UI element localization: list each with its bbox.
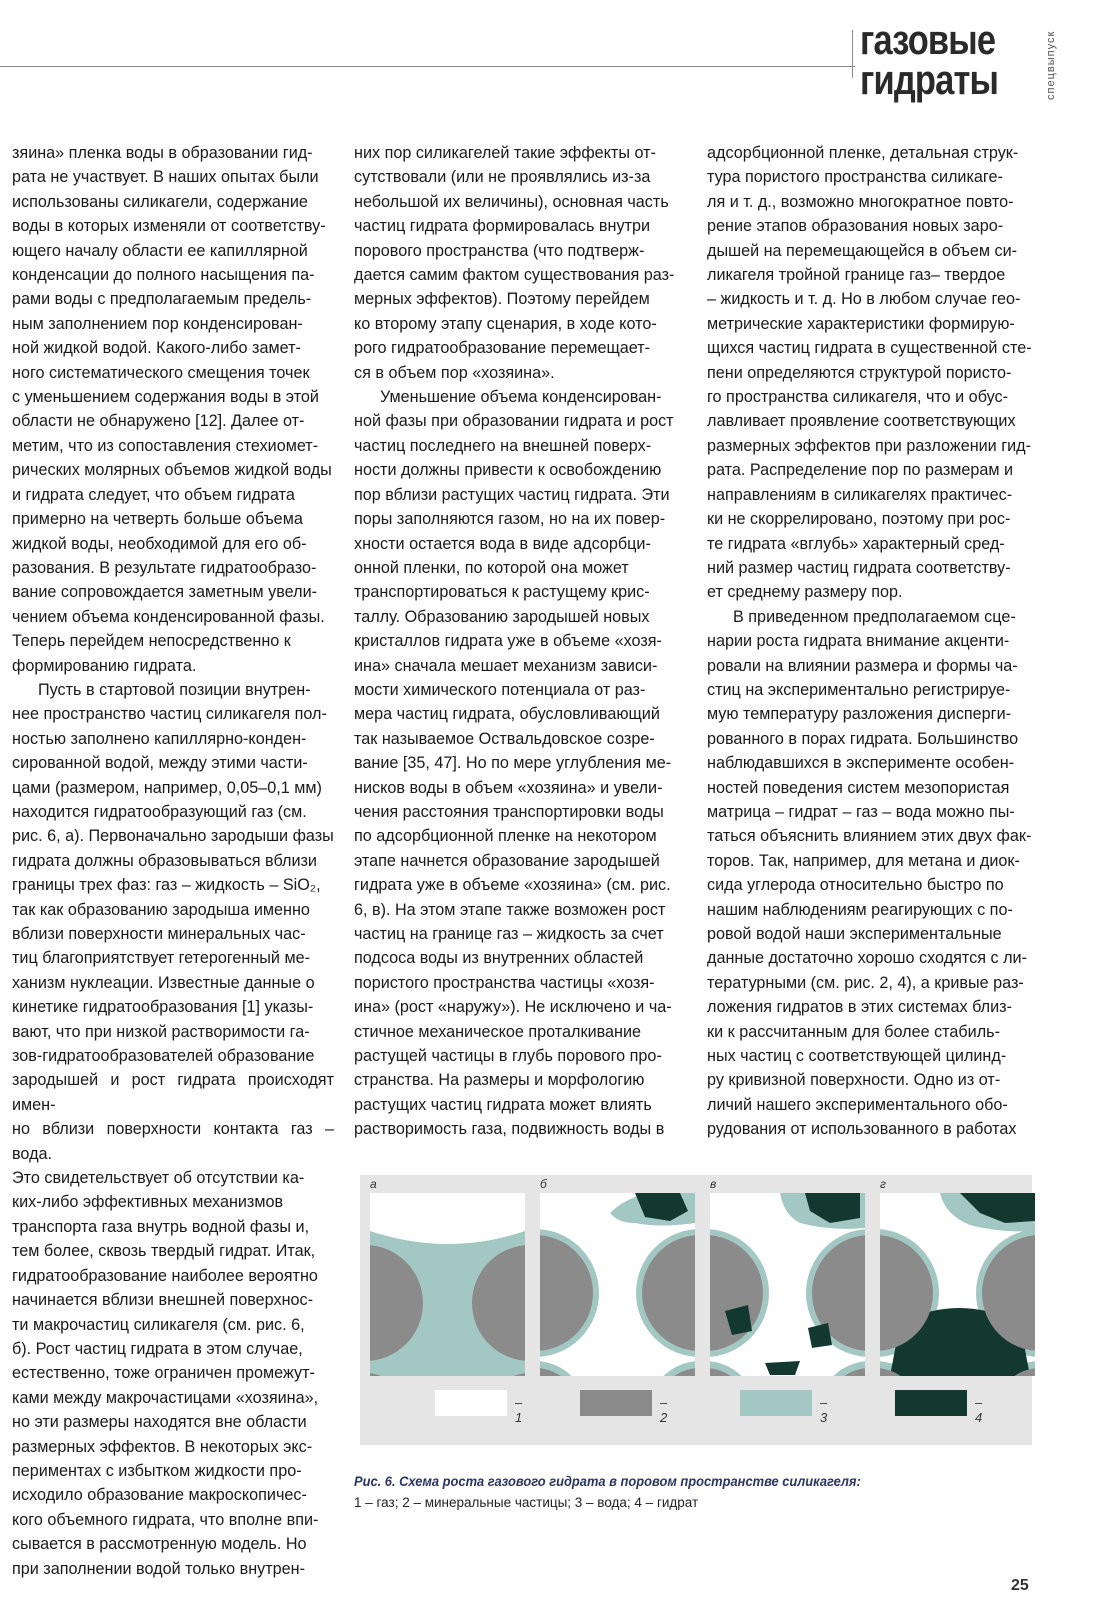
paragraph: Уменьшение объема конденсирован- ной фазы при образовании гидрата и рост частиц последнего на внешней поверх- ности должны привести к освобождению пор вблизи растущих частиц гидрата. Эти поры заполняются газом, но на их повер- хности остается вода в виде адсорбци- онной пленки, по которой она может транспортироваться к растущему крис- таллу. Образованию зародышей новых кристаллов гидрата уже в объеме «хозя- ина» сначала мешает механизм зависи- мости химического потенциала от раз- мера частиц гидрата, обусловливающий так называемое Оствальдовское созре- вание [35, 47]. Но по мере углубления ме- нисков воды в объем «хозяина» и увели- чения расстояния транспортировки воды по адсорбционной пленке на некотором этапе начнется образование зародышей гидрата уже в объеме «хозяина» (см. рис. 6, в). На этом этапе также возможен рост частиц на границе газ – жидкость за счет подсоса воды из внутренних областей пористого пространства частицы «хозя- ина» (рост «наружу»). Не исключено и ча- стичное механическое проталкивание растущей частицы в глубь порового про- странства. На размеры и морфологию растущих частиц гидрата может влиять растворимость газа, подвижность воды в xyxy=(354,388,674,1139)
special-issue-text: спецвыпуск xyxy=(1045,30,1057,100)
paragraph: В приведенном предполагаемом сце- нарии роста гидрата внимание акценти- ровали на влиянии размера и формы ча- стиц на экспериментально регистрируе- мую температуру разложения дисперги- рованного в порах гидрата. Большинство наблюдавшихся в эксперименте особен- ностей поведения систем мезопористая матрица – гидрат – газ – вода можно пы- таться объяснить влиянием этих двух фак- торов. Так, например, для метана и диок- сида углерода относительно быстро по нашим наблюдениям реагирующих с по- ровой водой наши экспериментальные данные достаточно хорошо сходятся с ли- тературными (см. рис. 2, 4), а кривые раз- ложения гидратов в этих системах близ- ки к рассчитанным для более стабиль- ных частиц с соответствующей цилинд- ру кривизной поверхности. Одно из от- личий нашего экспериментального обо- рудования от использованного в работах xyxy=(707,607,1032,1139)
figure-caption-legend: 1 – газ; 2 – минеральные частицы; 3 – вода; 4 – гидрат xyxy=(354,1495,699,1510)
paragraph: Пусть в стартовой позиции внутрен- нее пространство частиц силикагеля пол- ностью заполнено капиллярно-конден- сированной водой, между этими части- цами (размером, например, 0,05–0,1 мм) находится гидратообразующий газ (см. рис. 6, а). Первоначально зародыши фазы гидрата должны образовываться вблизи границы трех фаз: газ – жидкость – SiO₂, так как образованию зародыша именно вблизи поверхности минеральных час- тиц благоприятствует гетерогенный ме- ханизм нуклеации. Известные данные о кинетике гидратообразования [1] указы- вают, что при низкой растворимости га- зов-гидратообразователей образование зародышей и рост гидрата происходят имен- но вблизи поверхности контакта газ – вода. Это свидетельствует об отсутствии ка- ких-либо эффективных механизмов транспорта газа внутрь водной фазы и, тем более, сквозь твердый гидрат. Итак, гидратообразование наиболее вероятно начинается вблизи внешней поверхнос- ти макрочастиц силикагеля (см. рис. 6, б). Рост частиц гидрата в этом случае, естественно, тоже ограничен промежут- ками между макрочастицами «хозяина», но эти размеры находятся вне области размерных эффектов. В некоторых экс- периментах с избытком жидкости про- исходило образование макроскопичес- кого объемного гидрата, что вполне впи- сывается в рассмотренную модель. Но при заполнении водой только внутрен- xyxy=(12,680,334,1578)
text-column-3 xyxy=(707,141,1037,1142)
panel-b-diagram xyxy=(540,1193,695,1376)
figure-caption xyxy=(354,1473,1044,1510)
text-column-1 xyxy=(12,141,334,1581)
magazine-title-line1: газовые xyxy=(860,16,996,63)
text-column-2 xyxy=(354,141,676,1142)
panel-g-diagram xyxy=(880,1193,1035,1376)
panel-g xyxy=(880,1177,1035,1376)
figure-6 xyxy=(360,1175,1032,1445)
legend-swatch-gas xyxy=(435,1390,507,1416)
panel-b xyxy=(540,1177,695,1376)
legend-label: – 3 xyxy=(820,1395,828,1425)
legend-label: – 2 xyxy=(660,1395,668,1425)
legend-label: – 1 xyxy=(515,1395,523,1425)
page-number: 25 xyxy=(1011,1577,1029,1594)
panel-v-diagram xyxy=(710,1193,865,1376)
header-rule xyxy=(0,66,855,67)
paragraph: зяина» пленка воды в образовании гид- рата не участвует. В наших опытах были использованы силикагели, содержание воды в которых изменяли от соответству- ющего началу области ее капиллярной конденсации до полного насыщения па- рами воды с предполагаемым предель- ным заполнением пор конденсирован- ной жидкой водой. Какого-либо замет- ного систематического смещения точек с уменьшением содержания воды в этой области не обнаружено [12]. Далее от- метим, что из сопоставления стехиомет- рических молярных объемов жидкой воды и гидрата следует, что объем гидрата примерно на четверть больше объема жидкой воды, необходимой для его об- разования. В результате гидратообразо- вание сопровождается заметным увели- чением объема конденсированной фазы. Теперь перейдем непосредственно к формированию гидрата. xyxy=(12,144,332,675)
panel-label: б xyxy=(540,1177,547,1191)
legend-swatch-hydrate xyxy=(895,1390,967,1416)
panel-a-diagram xyxy=(370,1193,525,1376)
header-tick xyxy=(852,30,853,78)
special-issue-label xyxy=(1045,20,1063,100)
paragraph: адсорбционной пленке, детальная струк- тура пористого пространства силикаге- ля и т. д., возможно многократное повто- рение этапов образования новых заро- дышей на перемещающейся в объем си- ликагеля тройной границе газ– твердое – жидкость и т. д. Но в любом случае гео- метрические характеристики формирую- щихся частиц гидрата в существенной сте- пени определяются структурой пористо- го пространства силикагеля, что и обус- лавливает проявление соответствующих размерных эффектов при разложении гид- рата. Распределение пор по размерам и направлениям в силикагелях практичес- ки не скоррелировано, поэтому при рос- те гидрата «вглубь» характерный сред- ний размер частиц гидрата соответству- ет среднему размеру пор. xyxy=(707,144,1032,602)
panel-v xyxy=(710,1177,865,1376)
paragraph: них пор силикагелей такие эффекты от- сутствовали (или не проявлялись из-за небольшой их величины), основная часть частиц гидрата формировалась внутри порового пространства (что подтверж- дается самим фактом существования раз- мерных эффектов). Поэтому перейдем ко второму этапу сценария, в ходе кото- рого гидратообразование перемещает- ся в объем пор «хозяина». xyxy=(354,144,675,382)
legend-swatch-mineral xyxy=(580,1390,652,1416)
magazine-title-line2: гидраты xyxy=(860,55,999,103)
legend-label: – 4 xyxy=(975,1395,983,1425)
legend-swatch-water xyxy=(740,1390,812,1416)
panel-label: г xyxy=(880,1177,886,1191)
panel-label: а xyxy=(370,1177,377,1191)
magazine-title xyxy=(860,16,1028,103)
panel-label: в xyxy=(710,1177,717,1191)
panel-a xyxy=(370,1177,525,1376)
figure-caption-title: Рис. 6. Схема роста газового гидрата в поровом пространстве силикагеля: xyxy=(354,1473,861,1489)
